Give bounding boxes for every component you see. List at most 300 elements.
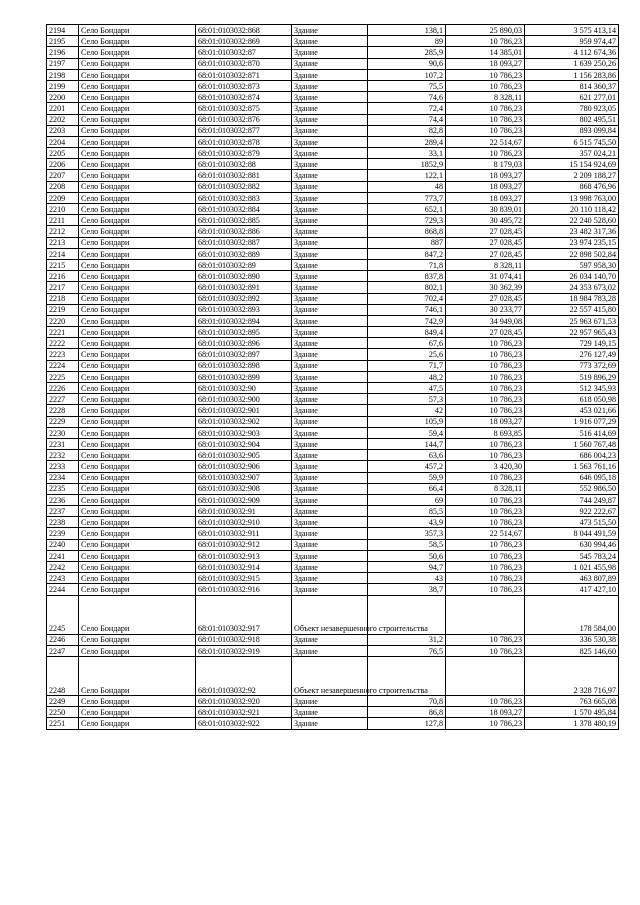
table-row — [47, 450, 619, 461]
object-type-cell: Здание — [292, 539, 368, 550]
area-cell: 847,2 — [368, 248, 446, 259]
specific-value-cell: 10 786,23 — [446, 573, 525, 584]
object-type-cell: Здание — [292, 450, 368, 461]
cadastral-number-cell: 68:01:0103032:905 — [196, 450, 292, 461]
row-number-cell: 2225 — [47, 371, 79, 382]
cadastral-value-cell: 22 240 528,60 — [525, 215, 619, 226]
specific-value-cell: 27 028,45 — [446, 237, 525, 248]
row-number-cell: 2241 — [47, 550, 79, 561]
cadastral-number-cell: 68:01:0103032:871 — [196, 69, 292, 80]
settlement-name-cell: Село Бондари — [79, 69, 196, 80]
row-number-cell: 2215 — [47, 259, 79, 270]
object-type-cell: Здание — [292, 25, 368, 36]
settlement-name-cell: Село Бондари — [79, 438, 196, 449]
settlement-name-cell: Село Бондари — [79, 707, 196, 718]
row-number-cell: 2237 — [47, 506, 79, 517]
specific-value-cell: 30 495,72 — [446, 215, 525, 226]
cadastral-value-cell: 4 112 674,36 — [525, 47, 619, 58]
cadastral-number-cell: 68:01:0103032:917 — [196, 595, 292, 634]
row-number-cell: 2235 — [47, 483, 79, 494]
cadastral-number-cell: 68:01:0103032:913 — [196, 550, 292, 561]
area-cell: 868,8 — [368, 226, 446, 237]
specific-value-cell: 8 179,03 — [446, 159, 525, 170]
object-type-cell: Здание — [292, 148, 368, 159]
row-number-cell: 2247 — [47, 645, 79, 656]
cadastral-number-cell: 68:01:0103032:900 — [196, 394, 292, 405]
cadastral-value-cell: 463 807,89 — [525, 573, 619, 584]
row-number-cell: 2244 — [47, 584, 79, 595]
cadastral-number-cell: 68:01:0103032:897 — [196, 349, 292, 360]
object-type-cell: Здание — [292, 573, 368, 584]
settlement-name-cell: Село Бондари — [79, 517, 196, 528]
cadastral-number-cell: 68:01:0103032:876 — [196, 114, 292, 125]
specific-value-cell: 18 093,27 — [446, 707, 525, 718]
object-type-cell: Здание — [292, 248, 368, 259]
cadastral-number-cell: 68:01:0103032:893 — [196, 304, 292, 315]
specific-value-cell: 30 839,01 — [446, 204, 525, 215]
cadastral-value-cell: 686 004,23 — [525, 450, 619, 461]
object-type-cell: Здание — [292, 125, 368, 136]
object-type-cell: Здание — [292, 438, 368, 449]
table-row — [47, 634, 619, 645]
area-cell: 285,9 — [368, 47, 446, 58]
cadastral-number-cell: 68:01:0103032:903 — [196, 427, 292, 438]
cadastral-number-cell: 68:01:0103032:868 — [196, 25, 292, 36]
settlement-name-cell: Село Бондари — [79, 584, 196, 595]
cadastral-value-cell: 15 154 924,69 — [525, 159, 619, 170]
area-cell: 802,1 — [368, 282, 446, 293]
table-row — [47, 114, 619, 125]
row-number-cell: 2195 — [47, 36, 79, 47]
specific-value-cell: 27 028,45 — [446, 293, 525, 304]
settlement-name-cell: Село Бондари — [79, 327, 196, 338]
cadastral-number-cell: 68:01:0103032:90 — [196, 383, 292, 394]
table-row — [47, 215, 619, 226]
area-cell: 746,1 — [368, 304, 446, 315]
settlement-name-cell: Село Бондари — [79, 573, 196, 584]
cadastral-number-cell: 68:01:0103032:890 — [196, 271, 292, 282]
cadastral-number-cell: 68:01:0103032:873 — [196, 80, 292, 91]
table-row — [47, 483, 619, 494]
cadastral-value-cell: 630 994,46 — [525, 539, 619, 550]
cadastral-number-cell: 68:01:0103032:898 — [196, 360, 292, 371]
area-cell: 729,3 — [368, 215, 446, 226]
table-row — [47, 562, 619, 573]
object-type-cell: Здание — [292, 237, 368, 248]
table-row — [47, 248, 619, 259]
cadastral-value-cell: 453 021,66 — [525, 405, 619, 416]
table-row — [47, 159, 619, 170]
area-cell: 837,8 — [368, 271, 446, 282]
row-number-cell: 2242 — [47, 562, 79, 573]
settlement-name-cell: Село Бондари — [79, 282, 196, 293]
settlement-name-cell: Село Бондари — [79, 405, 196, 416]
object-type-cell: Объект незавершенного строительства — [292, 595, 368, 634]
settlement-name-cell: Село Бондари — [79, 181, 196, 192]
row-number-cell: 2198 — [47, 69, 79, 80]
area-cell: 74,6 — [368, 92, 446, 103]
settlement-name-cell: Село Бондари — [79, 237, 196, 248]
specific-value-cell: 10 786,23 — [446, 103, 525, 114]
cadastral-value-cell: 2 328 716,97 — [525, 656, 619, 695]
cadastral-value-cell: 512 345,93 — [525, 383, 619, 394]
table-row — [47, 517, 619, 528]
table-row — [47, 327, 619, 338]
object-type-cell: Здание — [292, 271, 368, 282]
table-row — [47, 47, 619, 58]
row-number-cell: 2204 — [47, 136, 79, 147]
object-type-cell: Здание — [292, 69, 368, 80]
area-cell: 33,1 — [368, 148, 446, 159]
object-type-cell: Здание — [292, 282, 368, 293]
area-cell: 66,4 — [368, 483, 446, 494]
settlement-name-cell: Село Бондари — [79, 528, 196, 539]
object-type-cell: Здание — [292, 304, 368, 315]
specific-value-cell: 10 786,23 — [446, 125, 525, 136]
row-number-cell: 2238 — [47, 517, 79, 528]
table-row — [47, 181, 619, 192]
cadastral-value-cell: 959 974,47 — [525, 36, 619, 47]
row-number-cell: 2217 — [47, 282, 79, 293]
area-cell: 42 — [368, 405, 446, 416]
specific-value-cell: 10 786,23 — [446, 36, 525, 47]
specific-value-cell: 8 328,11 — [446, 259, 525, 270]
cadastral-number-cell: 68:01:0103032:914 — [196, 562, 292, 573]
cadastral-number-cell: 68:01:0103032:883 — [196, 192, 292, 203]
object-type-cell: Здание — [292, 181, 368, 192]
settlement-name-cell: Село Бондари — [79, 550, 196, 561]
specific-value-cell: 31 074,41 — [446, 271, 525, 282]
specific-value-cell: 8 328,11 — [446, 483, 525, 494]
object-type-cell: Здание — [292, 226, 368, 237]
row-number-cell: 2240 — [47, 539, 79, 550]
cadastral-value-cell: 814 360,37 — [525, 80, 619, 91]
cadastral-number-cell: 68:01:0103032:919 — [196, 645, 292, 656]
table-body — [47, 25, 619, 730]
specific-value-cell: 30 233,77 — [446, 304, 525, 315]
table-row — [47, 695, 619, 706]
cadastral-value-cell: 1 916 077,29 — [525, 416, 619, 427]
specific-value-cell: 10 786,23 — [446, 450, 525, 461]
specific-value-cell: 10 786,23 — [446, 634, 525, 645]
area-cell: 107,2 — [368, 69, 446, 80]
table-row — [47, 92, 619, 103]
table-row — [47, 506, 619, 517]
specific-value-cell: 10 786,23 — [446, 562, 525, 573]
row-number-cell: 2200 — [47, 92, 79, 103]
object-type-cell: Здание — [292, 394, 368, 405]
cadastral-number-cell: 68:01:0103032:918 — [196, 634, 292, 645]
table-row — [47, 573, 619, 584]
row-number-cell: 2224 — [47, 360, 79, 371]
object-type-cell: Здание — [292, 349, 368, 360]
cadastral-number-cell: 68:01:0103032:911 — [196, 528, 292, 539]
area-cell: 38,7 — [368, 584, 446, 595]
cadastral-number-cell: 68:01:0103032:916 — [196, 584, 292, 595]
area-cell: 357,3 — [368, 528, 446, 539]
specific-value-cell: 10 786,23 — [446, 69, 525, 80]
settlement-name-cell: Село Бондари — [79, 148, 196, 159]
row-number-cell: 2221 — [47, 327, 79, 338]
row-number-cell: 2203 — [47, 125, 79, 136]
table-row — [47, 304, 619, 315]
settlement-name-cell: Село Бондари — [79, 80, 196, 91]
area-cell: 58,5 — [368, 539, 446, 550]
row-number-cell: 2231 — [47, 438, 79, 449]
area-cell: 105,9 — [368, 416, 446, 427]
cadastral-number-cell: 68:01:0103032:89 — [196, 259, 292, 270]
specific-value-cell: 25 890,03 — [446, 25, 525, 36]
settlement-name-cell: Село Бондари — [79, 204, 196, 215]
object-type-cell: Здание — [292, 472, 368, 483]
table-row — [47, 204, 619, 215]
specific-value-cell: 10 786,23 — [446, 405, 525, 416]
table-row — [47, 338, 619, 349]
area-cell: 457,2 — [368, 461, 446, 472]
specific-value-cell: 10 786,23 — [446, 494, 525, 505]
specific-value-cell — [446, 656, 525, 695]
object-type-cell: Здание — [292, 58, 368, 69]
area-cell: 89 — [368, 36, 446, 47]
row-number-cell: 2201 — [47, 103, 79, 114]
cadastral-number-cell: 68:01:0103032:904 — [196, 438, 292, 449]
cadastral-value-cell: 545 783,24 — [525, 550, 619, 561]
cadastral-value-cell: 417 427,10 — [525, 584, 619, 595]
cadastral-number-cell: 68:01:0103032:87 — [196, 47, 292, 58]
row-number-cell: 2230 — [47, 427, 79, 438]
table-row — [47, 192, 619, 203]
cadastral-number-cell: 68:01:0103032:878 — [196, 136, 292, 147]
row-number-cell: 2218 — [47, 293, 79, 304]
row-number-cell: 2222 — [47, 338, 79, 349]
settlement-name-cell: Село Бондари — [79, 494, 196, 505]
object-type-cell: Здание — [292, 192, 368, 203]
object-type-cell: Здание — [292, 338, 368, 349]
specific-value-cell: 10 786,23 — [446, 148, 525, 159]
cadastral-value-cell: 20 110 118,42 — [525, 204, 619, 215]
row-number-cell: 2194 — [47, 25, 79, 36]
object-type-cell: Здание — [292, 80, 368, 91]
table-row — [47, 36, 619, 47]
specific-value-cell: 8 328,11 — [446, 92, 525, 103]
cadastral-number-cell: 68:01:0103032:907 — [196, 472, 292, 483]
cadastral-value-cell: 473 515,50 — [525, 517, 619, 528]
object-type-cell: Здание — [292, 528, 368, 539]
specific-value-cell: 10 786,23 — [446, 383, 525, 394]
cadastral-value-cell: 13 998 763,00 — [525, 192, 619, 203]
specific-value-cell: 10 786,23 — [446, 394, 525, 405]
table-row — [47, 125, 619, 136]
specific-value-cell: 10 786,23 — [446, 371, 525, 382]
cadastral-value-cell: 26 034 140,70 — [525, 271, 619, 282]
row-number-cell: 2248 — [47, 656, 79, 695]
area-cell: 127,8 — [368, 718, 446, 729]
specific-value-cell: 10 786,23 — [446, 114, 525, 125]
area-cell: 47,5 — [368, 383, 446, 394]
cadastral-number-cell: 68:01:0103032:884 — [196, 204, 292, 215]
area-cell: 289,4 — [368, 136, 446, 147]
settlement-name-cell: Село Бондари — [79, 562, 196, 573]
settlement-name-cell: Село Бондари — [79, 226, 196, 237]
settlement-name-cell: Село Бондари — [79, 25, 196, 36]
specific-value-cell: 30 362,39 — [446, 282, 525, 293]
cadastral-value-cell: 1 560 767,48 — [525, 438, 619, 449]
specific-value-cell: 18 093,27 — [446, 58, 525, 69]
cadastral-value-cell: 178 584,00 — [525, 595, 619, 634]
area-cell: 67,6 — [368, 338, 446, 349]
specific-value-cell: 10 786,23 — [446, 550, 525, 561]
cadastral-value-cell: 22 898 502,84 — [525, 248, 619, 259]
settlement-name-cell: Село Бондари — [79, 338, 196, 349]
cadastral-value-cell: 276 127,49 — [525, 349, 619, 360]
cadastral-number-cell: 68:01:0103032:88 — [196, 159, 292, 170]
specific-value-cell: 10 786,23 — [446, 695, 525, 706]
object-type-cell: Здание — [292, 215, 368, 226]
row-number-cell: 2234 — [47, 472, 79, 483]
area-cell: 773,7 — [368, 192, 446, 203]
specific-value-cell: 10 786,23 — [446, 506, 525, 517]
settlement-name-cell: Село Бондари — [79, 125, 196, 136]
settlement-name-cell: Село Бондари — [79, 371, 196, 382]
settlement-name-cell: Село Бондари — [79, 103, 196, 114]
table-row — [47, 416, 619, 427]
cadastral-number-cell: 68:01:0103032:91 — [196, 506, 292, 517]
cadastral-value-cell: 2 209 188,27 — [525, 170, 619, 181]
table-row — [47, 528, 619, 539]
settlement-name-cell: Село Бондари — [79, 47, 196, 58]
row-number-cell: 2239 — [47, 528, 79, 539]
specific-value-cell: 10 786,23 — [446, 539, 525, 550]
table-row — [47, 494, 619, 505]
settlement-name-cell: Село Бондари — [79, 472, 196, 483]
object-type-cell: Здание — [292, 36, 368, 47]
table-row — [47, 360, 619, 371]
table-row — [47, 80, 619, 91]
settlement-name-cell: Село Бондари — [79, 656, 196, 695]
cadastral-number-cell: 68:01:0103032:870 — [196, 58, 292, 69]
row-number-cell: 2199 — [47, 80, 79, 91]
table-row — [47, 405, 619, 416]
specific-value-cell: 10 786,23 — [446, 80, 525, 91]
area-cell: 122,1 — [368, 170, 446, 181]
cadastral-number-cell: 68:01:0103032:908 — [196, 483, 292, 494]
settlement-name-cell: Село Бондари — [79, 58, 196, 69]
settlement-name-cell: Село Бондари — [79, 170, 196, 181]
row-number-cell: 2214 — [47, 248, 79, 259]
area-cell: 71,8 — [368, 259, 446, 270]
row-number-cell: 2216 — [47, 271, 79, 282]
area-cell: 43 — [368, 573, 446, 584]
row-number-cell: 2211 — [47, 215, 79, 226]
cadastral-value-cell: 744 249,87 — [525, 494, 619, 505]
table-row — [47, 539, 619, 550]
object-type-cell: Здание — [292, 204, 368, 215]
row-number-cell: 2197 — [47, 58, 79, 69]
area-cell: 85,5 — [368, 506, 446, 517]
object-type-cell: Здание — [292, 315, 368, 326]
cadastral-value-cell: 597 958,30 — [525, 259, 619, 270]
settlement-name-cell: Село Бондари — [79, 304, 196, 315]
settlement-name-cell: Село Бондари — [79, 506, 196, 517]
area-cell: 48,2 — [368, 371, 446, 382]
cadastral-number-cell: 68:01:0103032:896 — [196, 338, 292, 349]
table-row — [47, 472, 619, 483]
cadastral-value-cell: 1 570 495,84 — [525, 707, 619, 718]
table-row — [47, 461, 619, 472]
specific-value-cell: 10 786,23 — [446, 472, 525, 483]
row-number-cell: 2232 — [47, 450, 79, 461]
area-cell: 138,1 — [368, 25, 446, 36]
cadastral-number-cell: 68:01:0103032:892 — [196, 293, 292, 304]
table-row — [47, 584, 619, 595]
cadastral-number-cell: 68:01:0103032:912 — [196, 539, 292, 550]
area-cell: 69 — [368, 494, 446, 505]
object-type-cell: Здание — [292, 634, 368, 645]
table-row — [47, 438, 619, 449]
cadastral-value-cell: 3 575 413,14 — [525, 25, 619, 36]
specific-value-cell: 18 093,27 — [446, 170, 525, 181]
specific-value-cell: 10 786,23 — [446, 349, 525, 360]
object-type-cell: Здание — [292, 371, 368, 382]
object-type-cell: Здание — [292, 506, 368, 517]
table-row — [47, 394, 619, 405]
row-number-cell: 2202 — [47, 114, 79, 125]
cadastral-number-cell: 68:01:0103032:891 — [196, 282, 292, 293]
area-cell: 57,3 — [368, 394, 446, 405]
settlement-name-cell: Село Бондари — [79, 634, 196, 645]
table-row — [47, 293, 619, 304]
settlement-name-cell: Село Бондари — [79, 416, 196, 427]
table-row — [47, 595, 619, 634]
area-cell: 742,9 — [368, 315, 446, 326]
row-number-cell: 2205 — [47, 148, 79, 159]
cadastral-number-cell: 68:01:0103032:910 — [196, 517, 292, 528]
cadastral-value-cell: 1 156 283,86 — [525, 69, 619, 80]
cadastral-value-cell: 868 476,96 — [525, 181, 619, 192]
cadastral-value-cell: 22 957 965,43 — [525, 327, 619, 338]
settlement-name-cell: Село Бондари — [79, 36, 196, 47]
row-number-cell: 2219 — [47, 304, 79, 315]
row-number-cell: 2249 — [47, 695, 79, 706]
cadastral-number-cell: 68:01:0103032:879 — [196, 148, 292, 159]
cadastral-value-cell: 22 557 415,80 — [525, 304, 619, 315]
object-type-cell: Здание — [292, 405, 368, 416]
specific-value-cell: 10 786,23 — [446, 517, 525, 528]
cadastral-number-cell: 68:01:0103032:886 — [196, 226, 292, 237]
cadastral-number-cell: 68:01:0103032:922 — [196, 718, 292, 729]
object-type-cell: Здание — [292, 562, 368, 573]
object-type-cell: Здание — [292, 383, 368, 394]
specific-value-cell: 22 514,67 — [446, 528, 525, 539]
cadastral-value-cell: 825 146,60 — [525, 645, 619, 656]
table-row — [47, 237, 619, 248]
row-number-cell: 2246 — [47, 634, 79, 645]
row-number-cell: 2207 — [47, 170, 79, 181]
table-row — [47, 427, 619, 438]
cadastral-value-cell: 763 665,08 — [525, 695, 619, 706]
cadastral-number-cell: 68:01:0103032:902 — [196, 416, 292, 427]
settlement-name-cell: Село Бондари — [79, 539, 196, 550]
cadastral-value-cell: 729 149,15 — [525, 338, 619, 349]
cadastral-number-cell: 68:01:0103032:899 — [196, 371, 292, 382]
row-number-cell: 2228 — [47, 405, 79, 416]
area-cell: 86,8 — [368, 707, 446, 718]
object-type-cell: Здание — [292, 517, 368, 528]
object-type-cell: Здание — [292, 707, 368, 718]
area-cell: 31,2 — [368, 634, 446, 645]
area-cell: 94,7 — [368, 562, 446, 573]
cadastral-number-cell: 68:01:0103032:889 — [196, 248, 292, 259]
